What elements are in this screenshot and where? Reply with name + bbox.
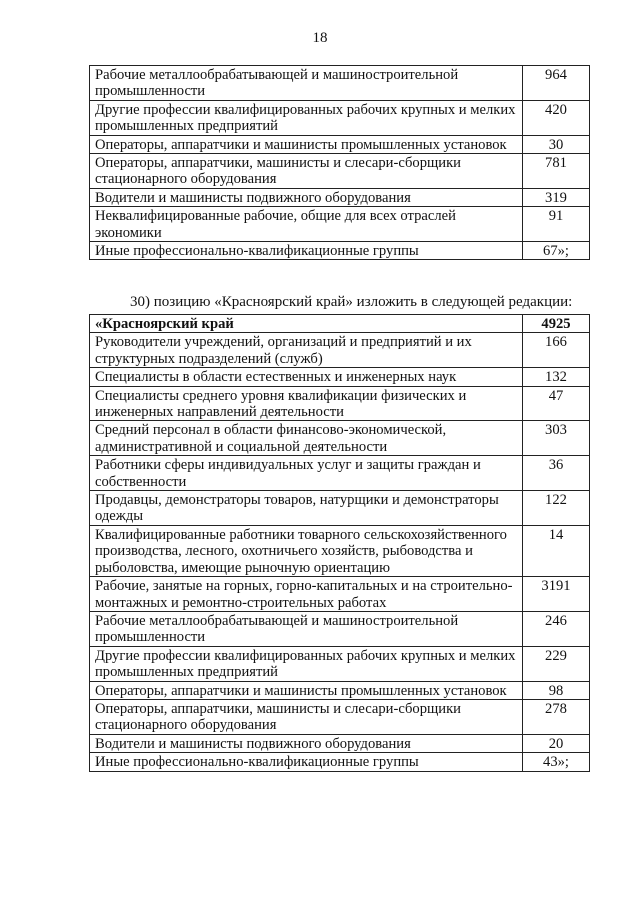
table-row <box>90 681 590 699</box>
table-row <box>90 188 590 206</box>
table-row <box>90 456 590 491</box>
occupation-label: Водители и машинисты подвижного оборудования <box>90 188 523 206</box>
region-total: 4925 <box>523 315 590 333</box>
occupation-value: 781 <box>523 154 590 189</box>
occupation-value: 303 <box>523 421 590 456</box>
table-row <box>90 646 590 681</box>
table-row <box>90 368 590 386</box>
occupation-label: Операторы, аппаратчики, машинисты и слесари-сборщики стационарного оборудования <box>90 699 523 734</box>
table-row <box>90 577 590 612</box>
occupation-value: 98 <box>523 681 590 699</box>
occupation-label: Руководители учреждений, организаций и предприятий и их структурных подразделений (служб) <box>90 333 523 368</box>
occupation-label: Рабочие металлообрабатывающей и машиностроительной промышленности <box>90 66 523 101</box>
occupation-label: Работники сферы индивидуальных услуг и защиты граждан и собственности <box>90 456 523 491</box>
occupation-value: 36 <box>523 456 590 491</box>
table-row <box>90 491 590 526</box>
occupation-value: 67»; <box>523 242 590 260</box>
occupation-value: 420 <box>523 100 590 135</box>
occupation-label: Операторы, аппаратчики и машинисты промышленных установок <box>90 681 523 699</box>
table-row <box>90 242 590 260</box>
occupation-label: Специалисты в области естественных и инженерных наук <box>90 368 523 386</box>
table-row <box>90 100 590 135</box>
table-row <box>90 753 590 771</box>
occupation-value: 122 <box>523 491 590 526</box>
occupation-label: Операторы, аппаратчики и машинисты промышленных установок <box>90 135 523 153</box>
occupation-label: Другие профессии квалифицированных рабочих крупных и мелких промышленных предприятий <box>90 100 523 135</box>
occupation-value: 14 <box>523 525 590 576</box>
table-row <box>90 611 590 646</box>
occupation-label: Неквалифицированные рабочие, общие для всех отраслей экономики <box>90 207 523 242</box>
occupation-label: Специалисты среднего уровня квалификации физических и инженерных направлений деятельности <box>90 386 523 421</box>
occupation-label: Продавцы, демонстраторы товаров, натурщики и демонстраторы одежды <box>90 491 523 526</box>
occupation-label: Водители и машинисты подвижного оборудования <box>90 734 523 752</box>
region-name: «Красноярский край <box>90 315 523 333</box>
table-row <box>90 699 590 734</box>
occupation-table-continued <box>89 65 590 260</box>
table-row <box>90 135 590 153</box>
table-row <box>90 66 590 101</box>
occupation-value: 43»; <box>523 753 590 771</box>
region-heading-row <box>90 315 590 333</box>
occupation-label: Средний персонал в области финансово-экономической, административной и социальной деятельности <box>90 421 523 456</box>
occupation-value: 964 <box>523 66 590 101</box>
occupation-label: Рабочие металлообрабатывающей и машиностроительной промышленности <box>90 611 523 646</box>
occupation-value: 47 <box>523 386 590 421</box>
occupation-label: Иные профессионально-квалификационные группы <box>90 753 523 771</box>
occupation-value: 30 <box>523 135 590 153</box>
page-number: 18 <box>312 30 328 46</box>
occupation-label: Другие профессии квалифицированных рабочих крупных и мелких промышленных предприятий <box>90 646 523 681</box>
occupation-value: 132 <box>523 368 590 386</box>
amendment-intro-text: 30) позицию «Красноярский край» изложить в следующей редакции: <box>130 294 573 310</box>
table-row <box>90 333 590 368</box>
occupation-value: 91 <box>523 207 590 242</box>
occupation-value: 3191 <box>523 577 590 612</box>
occupation-label: Квалифицированные работники товарного сельскохозяйственного производства, лесного, охотничьего хозяйств, рыбоводства и рыболовства, имеющие рыночную ориентацию <box>90 525 523 576</box>
occupation-value: 319 <box>523 188 590 206</box>
table-row <box>90 207 590 242</box>
occupation-value: 229 <box>523 646 590 681</box>
table-row <box>90 421 590 456</box>
occupation-value: 278 <box>523 699 590 734</box>
occupation-label: Операторы, аппаратчики, машинисты и слесари-сборщики стационарного оборудования <box>90 154 523 189</box>
occupation-value: 166 <box>523 333 590 368</box>
occupation-label: Иные профессионально-квалификационные группы <box>90 242 523 260</box>
occupation-value: 246 <box>523 611 590 646</box>
occupation-value: 20 <box>523 734 590 752</box>
table-row <box>90 386 590 421</box>
table-row <box>90 734 590 752</box>
table-row <box>90 154 590 189</box>
krasnoyarsk-occupation-table <box>89 314 590 772</box>
occupation-label: Рабочие, занятые на горных, горно-капитальных и на строительно-монтажных и ремонтно-строительных работах <box>90 577 523 612</box>
table-row <box>90 525 590 576</box>
